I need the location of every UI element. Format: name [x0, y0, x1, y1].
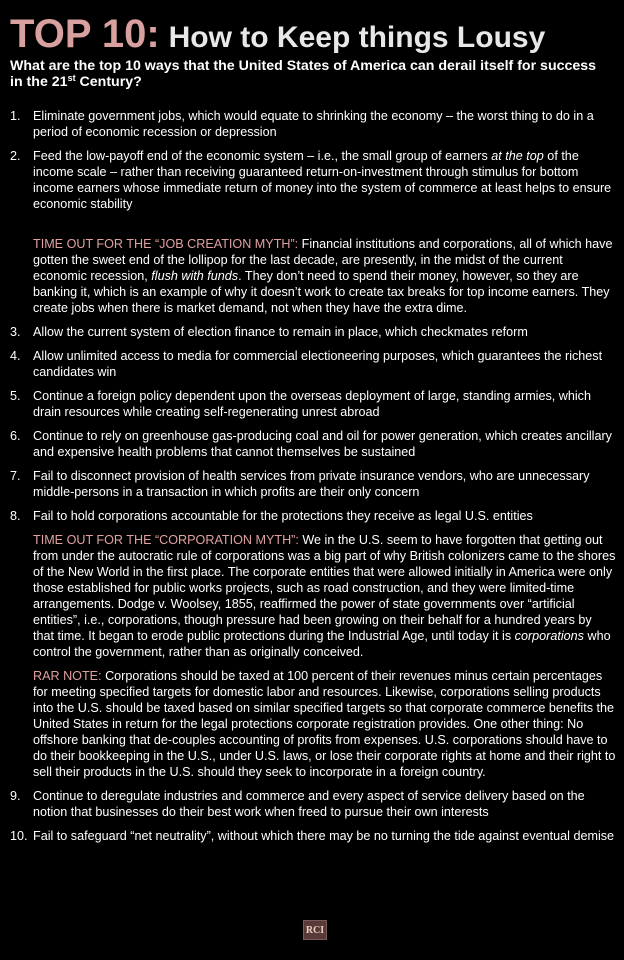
- list-item: [10, 324, 616, 340]
- rar-note: [33, 668, 616, 780]
- item-number: 6.: [10, 429, 21, 443]
- item-number: 5.: [10, 389, 21, 403]
- note-heading: TIME OUT FOR THE “JOB CREATION MYTH”:: [33, 237, 299, 251]
- list-item: [10, 428, 616, 460]
- item-text-emphasis: at the top: [491, 149, 544, 163]
- page-subtitle: [10, 58, 610, 90]
- item-text: Fail to hold corporations accountable for the protections they receive as legal U.S. entities: [33, 509, 533, 523]
- item-text: Allow unlimited access to media for commercial electioneering purposes, which guarantees the richest candidates win: [33, 349, 603, 379]
- note-emphasis: flush with funds: [151, 269, 239, 283]
- item-number: 7.: [10, 469, 21, 483]
- note-text: Financial institutions and corporations, all of which have gotten the sweet end of the lollipop for the last decade, are presently, in the midst of the current economic recession,: [33, 237, 613, 283]
- item-number: 10.: [10, 829, 28, 843]
- note-text: We in the U.S. seem to have forgotten that getting out from under the autocratic rule of corporations was a big part of why British colonizers came to the shores of the New World in the first place. The corporate entities that were allowed initially in America were only those established for public works projects, such as road construction, and they were limited-time arrangements. Dodge v. Woolsey, 1855, reaffirmed the power of state governments over “artificial entities”, i.e., corporations, though pressure had been growing on their behalf for a hundred years by that time. It began to erode public protections during the Industrial Age, until today it is: [33, 533, 616, 643]
- note-heading: TIME OUT FOR THE “CORPORATION MYTH”:: [33, 533, 299, 547]
- rci-logo: RCI: [303, 920, 327, 940]
- list-item: [10, 348, 616, 380]
- item-text: Continue to deregulate industries and commerce and every aspect of service delivery based on the notion that businesses do their best work when freed to pursue their own interests: [33, 789, 585, 819]
- note-text: . They don’t need to spend their money, however, so they are banking it, which is an example of why it doesn’t work to create tax breaks for top income earners. They create jobs when there is market demand, not when they have the extra dime.: [33, 269, 610, 315]
- item-number: 2.: [10, 149, 21, 163]
- item-text: Continue to rely on greenhouse gas-producing coal and oil for power generation, which creates ancillary and expensive health problems that cannot themselves be sustained: [33, 429, 612, 459]
- item-number: 1.: [10, 109, 21, 123]
- list-item: [10, 508, 616, 524]
- item-text: Continue a foreign policy dependent upon the overseas deployment of large, standing armies, which drain resources while creating self-regenerating unrest abroad: [33, 389, 591, 419]
- list-item: [10, 108, 616, 140]
- item-number: 3.: [10, 325, 21, 339]
- item-number: 8.: [10, 509, 21, 523]
- page-title: [10, 12, 545, 60]
- note-text: Corporations should be taxed at 100 percent of their revenues minus certain percentages for meeting specified targets for domestic labor and resources. Likewise, corporations selling products into the U.S. should be taxed based on similar specified targets so that corporate commerce benefits the United States in return for the legal protections corporate registration provides. One other thing: No offshore banking that de-couples accounting of profits from expenses. U.S. corporations should have to do their bookkeeping in the U.S., under U.S. laws, or lose their corporate rights at home and their right to sell their products in the U.S. should they seek to incorporate in a foreign country.: [33, 669, 616, 779]
- list-item: [10, 388, 616, 420]
- job-creation-myth-note: [33, 236, 616, 316]
- subtitle-text: What are the top 10 ways that the United States of America can derail itself for success in the 21: [10, 58, 597, 90]
- item-number: 4.: [10, 349, 21, 363]
- item-text: Fail to disconnect provision of health services from private insurance vendors, who are unnecessary middle-persons in a transaction in which profits are their only concern: [33, 469, 590, 499]
- subtitle-end: Century?: [75, 74, 142, 90]
- list-item: [10, 148, 616, 212]
- item-text: [33, 148, 616, 212]
- item-text: Eliminate government jobs, which would equate to shrinking the economy – the worst thing to do in a period of economic recession or depression: [33, 109, 594, 139]
- item-text: Fail to safeguard “net neutrality”, without which there may be no turning the tide against eventual demise: [33, 829, 615, 843]
- list-item: [10, 468, 616, 500]
- item-text: Allow the current system of election finance to remain in place, which checkmates reform: [33, 325, 528, 339]
- list-item: [10, 788, 616, 820]
- item-number: 9.: [10, 789, 21, 803]
- item-text-part: Feed the low-payoff end of the economic system – i.e., the small group of earners: [33, 149, 492, 163]
- list-item: [10, 828, 616, 844]
- corporation-myth-note: [33, 532, 616, 660]
- title-rest: How to Keep things Lousy: [168, 21, 546, 54]
- top-ten-list: [10, 108, 616, 852]
- note-emphasis: corporations: [514, 629, 584, 643]
- note-heading: RAR NOTE:: [33, 669, 102, 683]
- note-text: who control the government, rather than as originally conceived.: [33, 629, 611, 659]
- subtitle-superscript: st: [67, 73, 76, 83]
- title-lead: TOP 10:: [10, 12, 160, 56]
- item-text-part: of the income scale – rather than receiving guaranteed return-on-investment through stimulus for bottom income earners whose immediate return of money into the system of commerce at least helps to ensure economic stability: [33, 149, 612, 211]
